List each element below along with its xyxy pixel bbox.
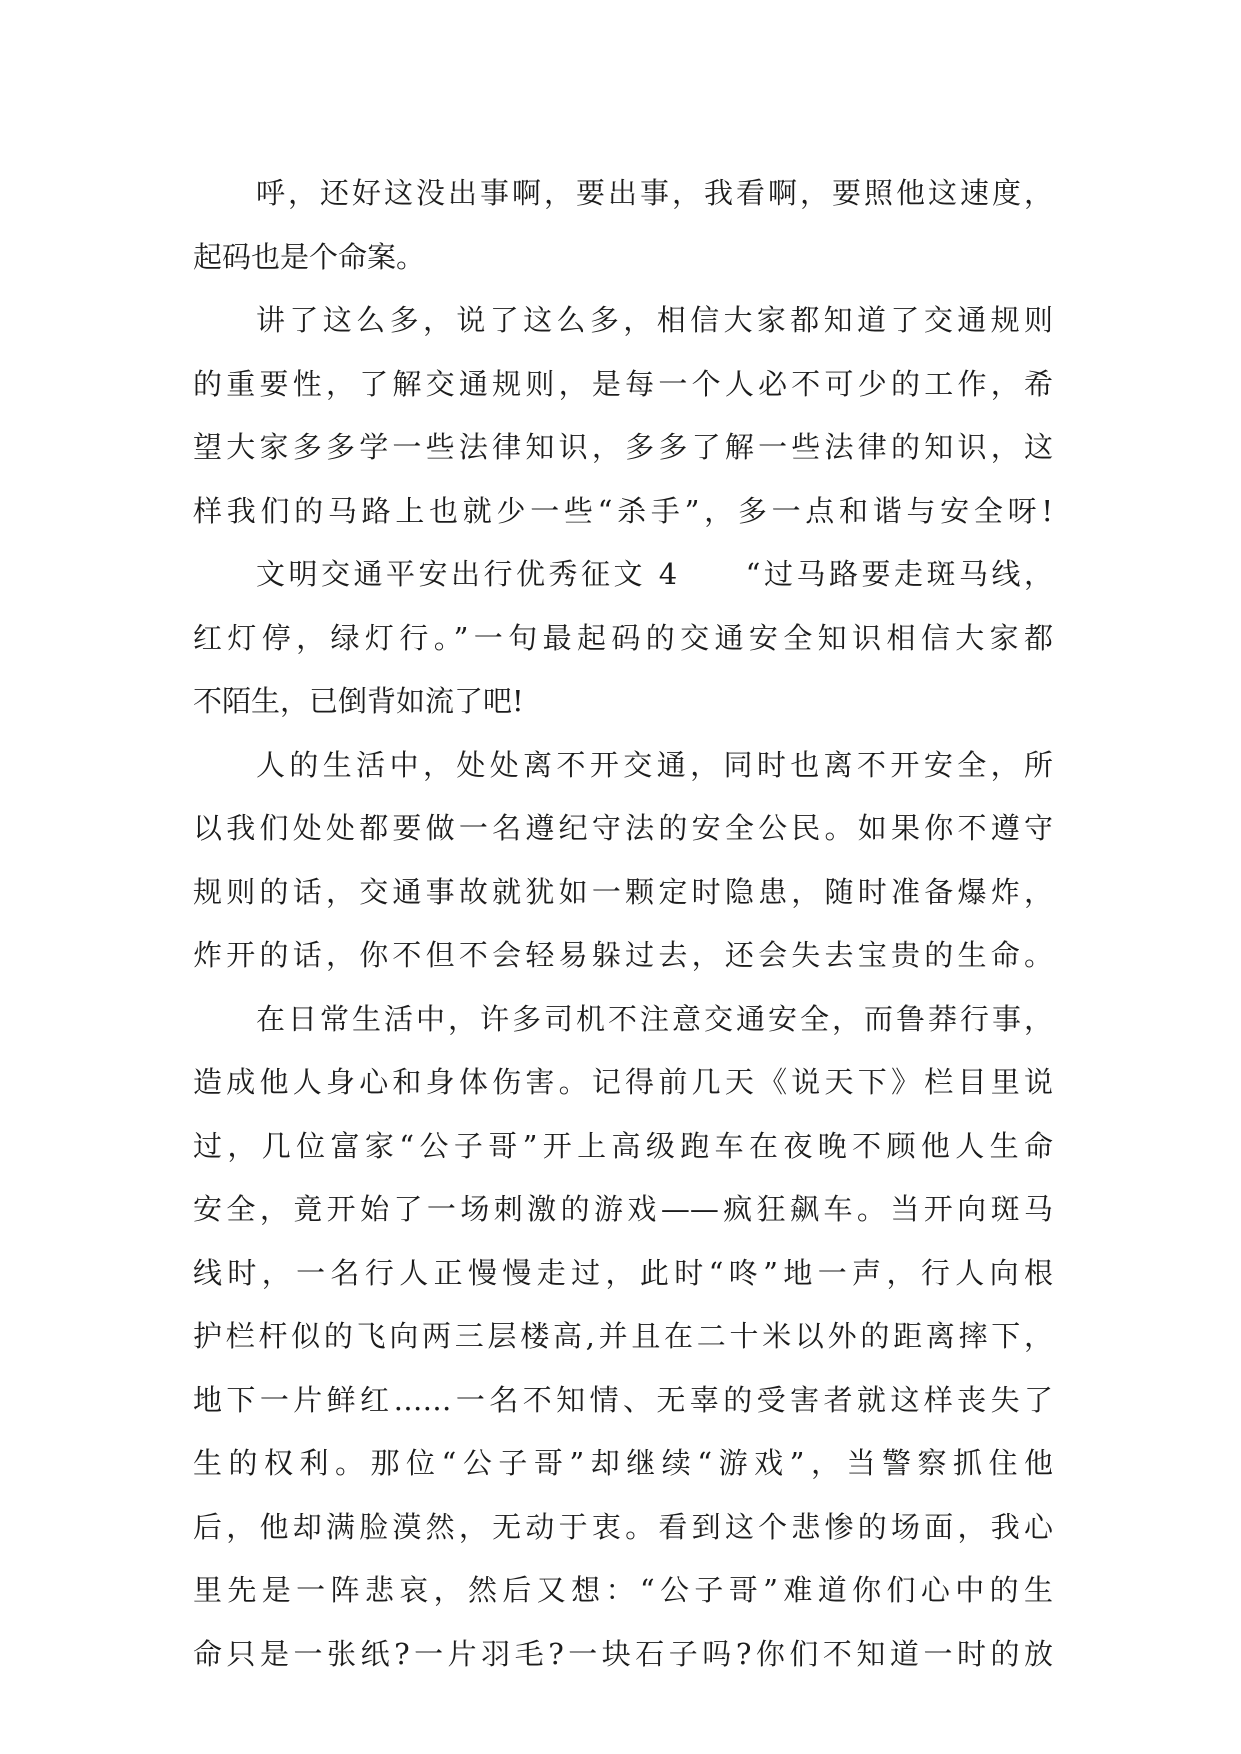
text-line: 红灯停，绿灯行。”一句最起码的交通安全知识相信大家都 — [193, 620, 1053, 655]
text-line: 望大家多多学一些法律知识，多多了解一些法律的知识，这 — [193, 430, 1053, 464]
text-line: 在日常生活中，许多司机不注意交通安全，而鲁莽行事， — [256, 1001, 1053, 1036]
text-line: 生的权利。那位“公子哥”却继续“游戏”，当警察抓住他 — [193, 1446, 1053, 1480]
text-line: 里先是一阵悲哀，然后又想：“公子哥”难道你们心中的生 — [193, 1573, 1053, 1607]
text-line: 的重要性，了解交通规则，是每一个人必不可少的工作，希 — [193, 366, 1053, 401]
text-line: 文明交通平安出行优秀征文 4 “过马路要走斑马线， — [256, 557, 1053, 591]
text-line: 起码也是个命案。 — [193, 239, 426, 274]
text-line: 护栏杆似的飞向两三层楼高,并且在二十米以外的距离摔下， — [193, 1319, 1053, 1353]
text-line: 呼，还好这没出事啊，要出事，我看啊，要照他这速度， — [256, 176, 1053, 210]
text-line: 地下一片鲜红……一名不知情、无辜的受害者就这样丧失了 — [193, 1382, 1053, 1417]
text-line: 命只是一张纸?一片羽毛?一块石子吗?你们不知道一时的放 — [193, 1636, 1053, 1671]
text-line: 炸开的话，你不但不会轻易躲过去，还会失去宝贵的生命。 — [193, 938, 1053, 972]
text-line: 线时，一名行人正慢慢走过，此时“咚”地一声，行人向根 — [193, 1255, 1053, 1290]
text-line: 样我们的马路上也就少一些“杀手”，多一点和谐与安全呀! — [193, 493, 1053, 528]
text-line: 不陌生，已倒背如流了吧! — [193, 684, 524, 718]
document-body — [193, 162, 1053, 1686]
text-line: 安全，竟开始了一场刺激的游戏——疯狂飙车。当开向斑马 — [193, 1192, 1053, 1226]
text-line: 造成他人身心和身体伤害。记得前几天《说天下》栏目里说 — [193, 1065, 1053, 1099]
text-line: 规则的话，交通事故就犹如一颗定时隐患，随时准备爆炸， — [193, 874, 1053, 909]
text-line: 过，几位富家“公子哥”开上高级跑车在夜晚不顾他人生命 — [193, 1128, 1053, 1163]
text-line: 人的生活中，处处离不开交通，同时也离不开安全，所 — [256, 747, 1053, 782]
text-line: 后，他却满脸漠然，无动于衷。看到这个悲惨的场面，我心 — [193, 1509, 1053, 1544]
text-line: 以我们处处都要做一名遵纪守法的安全公民。如果你不遵守 — [193, 811, 1053, 845]
text-line: 讲了这么多，说了这么多，相信大家都知道了交通规则 — [256, 303, 1053, 337]
